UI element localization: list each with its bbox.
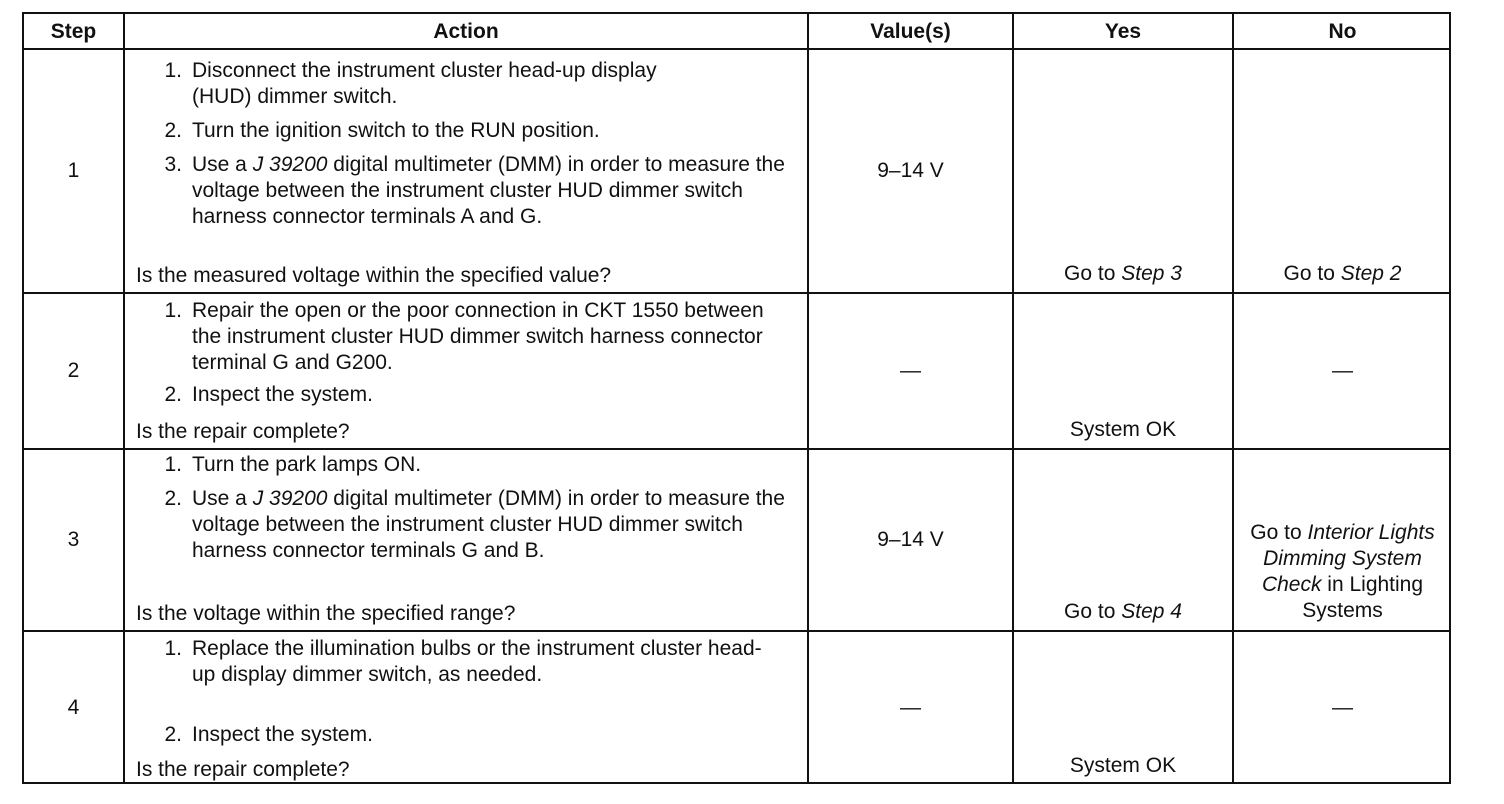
action-cell <box>136 632 796 748</box>
value-cell: 9–14 V <box>877 159 944 182</box>
action-item: 1. Repair the open or the poor connection in CKT 1550 between the instrument cluster HUD dimmer switch harness connector terminal G and G200. <box>164 299 764 374</box>
header-yes: Yes <box>1104 20 1142 43</box>
value-cell: — <box>900 696 921 719</box>
action-item: 2. Inspect the system. <box>164 723 373 746</box>
no-cell: — <box>1332 696 1353 719</box>
diagnostic-table <box>22 12 1451 784</box>
action-cell <box>136 452 796 564</box>
action-item: 2. Use a J 39200 digital multimeter (DMM) in order to measure the voltage between the instrument cluster HUD dimmer switch harness connector terminals G and B. <box>164 487 785 562</box>
yes-cell: Go to Step 3 <box>1064 262 1182 285</box>
header-action: Action <box>433 20 499 43</box>
step-number: 1 <box>67 159 80 182</box>
value-cell: — <box>900 359 921 382</box>
action-item: 2. Inspect the system. <box>164 383 373 406</box>
action-item: 1. Turn the park lamps ON. <box>164 453 422 476</box>
grid-line <box>123 14 125 782</box>
action-item: 1. Replace the illumination bulbs or the instrument cluster head-up display dimmer switch, as needed. <box>164 637 762 686</box>
header-no: No <box>1328 20 1357 43</box>
no-cell: Go to Interior Lights Dimming System Check in Lighting Systems <box>1250 521 1435 622</box>
step-number: 2 <box>67 359 80 382</box>
yes-cell: Go to Step 4 <box>1064 600 1182 623</box>
value-cell: 9–14 V <box>877 528 944 551</box>
question-text: Is the repair complete? <box>136 420 350 443</box>
question-text: Is the voltage within the specified range? <box>136 602 516 625</box>
question-text: Is the repair complete? <box>136 758 350 781</box>
action-item: 3. Use a J 39200 digital multimeter (DMM) in order to measure the voltage between the instrument cluster HUD dimmer switch harness connector terminals A and G. <box>164 153 785 228</box>
step-number: 3 <box>67 528 80 551</box>
header-step: Step <box>50 20 97 43</box>
step-number: 4 <box>67 696 80 719</box>
yes-cell: System OK <box>1069 418 1177 441</box>
action-item: 2. Turn the ignition switch to the RUN position. <box>164 119 600 142</box>
action-item: 1. Disconnect the instrument cluster head-up display (HUD) dimmer switch. <box>164 59 657 108</box>
no-cell: Go to Step 2 <box>1283 262 1402 285</box>
yes-cell: System OK <box>1069 754 1177 777</box>
no-cell: — <box>1332 359 1353 382</box>
action-cell <box>136 294 796 408</box>
question-text: Is the measured voltage within the specified value? <box>136 264 612 287</box>
header-values: Value(s) <box>870 20 951 43</box>
action-cell <box>136 54 796 230</box>
